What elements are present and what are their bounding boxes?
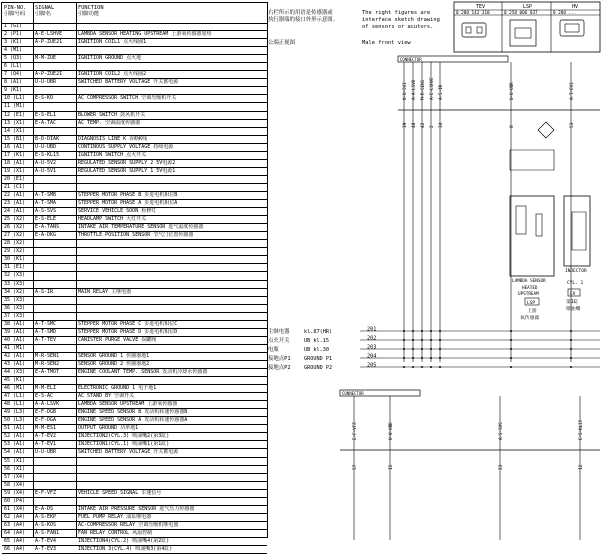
pin-function: ENGINE COOLANT TEMP. SENSOR 发动机冷却水传感器 (78, 369, 208, 376)
injector-cn-2: 喷油嘴 (566, 307, 581, 312)
top-wires (402, 62, 575, 362)
pin-signal: E-A-TAC (35, 119, 57, 126)
pin-function: CONTINOUS SUPPLY VOLTAGE 持续电源 (78, 143, 174, 150)
pin-number: 6 (L1) (4, 63, 23, 70)
pin-signal: A-U-5V1 (35, 167, 57, 174)
injector-cn-1: 第1缸 (566, 300, 579, 305)
pin-signal: E-S-KL15 (35, 151, 60, 158)
pin-number: 7 (Q4) (4, 71, 23, 78)
pin-number: 10 (L1) (4, 95, 26, 102)
bottom-pin-number: 15 (389, 464, 394, 470)
pin-number: 4 (M1) (4, 47, 23, 54)
top-pin-number: 8 (510, 125, 515, 128)
pin-signal: E-F-VFZ (35, 489, 57, 496)
top-pin-number: 34 (439, 122, 444, 128)
pin-function: INTAKE AIR TEMPERATURE SENSOR 进气温度传感器 (78, 224, 204, 231)
pin-signal: A-T-EV4 (35, 538, 57, 544)
pin-number: 3 (K1) (4, 39, 23, 46)
pin-number: 45 (K1) (4, 377, 26, 384)
pin-function: INJECTION2(CYL.3) 喷油嘴2(第3缸) (78, 433, 170, 440)
bottom-connector (340, 390, 600, 450)
top-signal-label: A-T-EV1 (569, 82, 574, 100)
pin-function: STEPPER MOTOR PHASE D 步进电机相位D (78, 328, 178, 335)
lambda-sensor-block (510, 150, 564, 321)
pin-function: SERVICE VEHICLE SOON 检修灯 (78, 208, 157, 215)
pin-signal: E-A-TMOT (35, 369, 60, 376)
pin-number: 32 (X3) (4, 272, 26, 279)
pin-number: 65 (A4) (4, 538, 26, 544)
pin-function: MAIN RELAY 主继电器 (78, 288, 132, 295)
warning-diamond-icon (538, 122, 554, 138)
pin-function: HEADLAMP SWITCH 大灯开关 (78, 216, 147, 223)
pin-number: 37 (X3) (4, 312, 26, 319)
bottom-signal-label: U-U-UBD (388, 422, 393, 440)
male-view-label-en: Male front view (362, 40, 411, 46)
pin-signal: E-A-DKG (35, 232, 57, 239)
top-pin-number: 48 (412, 122, 417, 128)
pin-number: 20 (E1) (4, 175, 26, 182)
top-signal-label: A-A-LSVK (411, 79, 416, 100)
pin-signal: A-S-SVS (35, 208, 57, 215)
pin-function: INJECTION4(CYL.2) 喷油嘴4(第2缸) (78, 538, 170, 544)
pin-signal: U-U-UBR (35, 79, 57, 86)
pin-signal: U-U-UBD (35, 143, 57, 150)
pin-signal: A-T-EV3 (35, 546, 57, 553)
pin-number: 38 (A1) (4, 320, 26, 327)
bottom-pin-number: 57 (353, 464, 358, 470)
pin-function: IGNITION GROUND 点火地 (78, 55, 142, 62)
pin-function: AC COMPRESSOR SWITCH 空调压缩机开关 (78, 95, 177, 102)
connector-hv-part: 0 280 ... (553, 11, 577, 16)
pin-number: 13 (X1) (4, 119, 26, 126)
pin-number: 29 (X2) (4, 248, 26, 255)
pin-number: 64 (A4) (4, 529, 26, 536)
lambda-line-1: LAMBDA SENSOR (512, 279, 546, 284)
pin-number: 21 (C1) (4, 183, 26, 190)
male-view-label: 公端正视图 (268, 40, 295, 46)
pin-function: VEHICLE SPEED SIGNAL 车速信号 (78, 489, 162, 496)
pin-number: 50 (L3) (4, 417, 26, 424)
pin-number: 51 (A1) (4, 425, 26, 432)
connector-lsp-name: LSP (523, 4, 533, 10)
lsp-plug-icon (510, 20, 536, 46)
top-pin-number: 19 (403, 122, 408, 128)
pin-signal: A-A-LSVK (35, 401, 60, 408)
lambda-tag: LSP (527, 301, 536, 306)
pin-function: AC STAND BY 空调开关 (78, 393, 135, 400)
pin-row (2, 546, 267, 554)
pin-number: 33 (X3) (4, 280, 26, 287)
top-pin-number: 42 (421, 122, 426, 128)
pin-number: 19 (X1) (4, 167, 26, 174)
pin-signal: A-T-SMB (35, 191, 57, 198)
power-line-cn: 电瓶 (268, 347, 279, 353)
signal-header: SIGNAL 引脚名 (35, 5, 55, 17)
connector-lsp-part: 0 258 006 037 (504, 11, 538, 16)
pin-number: 8 (A1) (4, 79, 23, 86)
pin-number: 60 (P4) (4, 497, 26, 504)
pin-number: 40 (A1) (4, 336, 26, 343)
pin-number: 11 (M1) (4, 103, 26, 110)
pin-number: 56 (X1) (4, 465, 26, 472)
pin-number: 48 (L1) (4, 401, 26, 408)
pin-number: 16 (A1) (4, 143, 26, 150)
power-line-cn: 接地点P2 (268, 365, 291, 371)
pin-header: PIN-NO. 引脚号码 (4, 5, 27, 17)
pin-function: DIAGNOSIS LINE K 诊断K线 (78, 135, 148, 142)
pin-number: 24 (A1) (4, 208, 26, 215)
pin-number: 43 (A1) (4, 360, 26, 367)
pin-signal: A-T-EV1 (35, 441, 57, 448)
pin-signal: A-T-SMD (35, 328, 57, 335)
pin-number: 17 (K1) (4, 151, 26, 158)
pin-function: IGNITION COIL2 点火线圈2 (78, 71, 147, 78)
pin-number: 18 (A1) (4, 159, 26, 166)
bottom-signal-label: A-S-SVS (498, 422, 503, 440)
pin-signal: E-A-DS (35, 505, 54, 512)
power-line-terminal: kl.87(HR) (304, 329, 333, 335)
power-line-cn: 接地点P1 (268, 356, 291, 362)
top-pin-number: 2 (430, 125, 435, 128)
pin-signal: E-S-EL1 (35, 111, 57, 118)
top-signal-label: A-S-IR (438, 84, 443, 100)
pin-function: SWITCHED BATTERY VOLTAGE 开关蓄电源 (78, 449, 179, 456)
pin-signal: M-R-SEN2 (35, 360, 60, 367)
pin-number: 66 (A4) (4, 546, 26, 553)
power-line-number: 202 (367, 335, 377, 342)
connector-legend (454, 2, 600, 52)
pin-function: FUEL PUMP RELAY 油泵继电器 (78, 513, 152, 520)
pin-signal: A-P-ZUE21 (35, 39, 63, 46)
lambda-heated: HEATED (522, 286, 538, 291)
connector-tev-name: TEV (476, 4, 486, 10)
power-line-cn: 主继电器 (268, 329, 290, 335)
note-chinese: 右栏所示的用语是传感器或 执行器端的接口外形示意图。 (268, 10, 339, 24)
pin-function: REGULATED SENSOR SUPPLY 2 5V电源2 (78, 159, 176, 166)
pin-function: THROTTLE POSITION SENSOR 节气门位置传感器 (78, 232, 194, 239)
pin-signal: E-F-DGB (35, 409, 57, 416)
power-line-number: 205 (367, 362, 377, 369)
lambda-upstream: UPSTREAM (518, 292, 539, 297)
pin-number: 47 (L1) (4, 393, 26, 400)
top-pin-number: 53 (570, 122, 575, 128)
pin-signal: A-P-ZUE2I (35, 71, 63, 78)
pin-number: 61 (X4) (4, 505, 26, 512)
pin-function: AC TEMP. 空调温度传感器 (78, 119, 141, 126)
bottom-pin-number: 23 (499, 464, 504, 470)
pin-signal: E-A-TANS (35, 224, 60, 231)
pin-number: 30 (K1) (4, 256, 26, 263)
pin-function: STEPPER MOTOR PHASE A 步进电机相位A (78, 200, 178, 207)
pin-number: 15 (B1) (4, 135, 26, 142)
pin-number: 5 (Q3) (4, 55, 23, 62)
connector-tev-part: 0 280 142 310 (456, 11, 490, 16)
pin-function: LAMBDA SENSOR UPSTREAM 上游氧传感器 (78, 401, 178, 408)
pin-number: 34 (X2) (4, 288, 26, 295)
pin-function: ELECTRONIC GROUND 1 电子地1 (78, 385, 157, 392)
pin-function: STEPPER MOTOR PHASE C 步进电机相位C (78, 320, 178, 327)
pin-number: 28 (X2) (4, 240, 26, 247)
pin-number: 27 (X2) (4, 232, 26, 239)
pin-number: 41 (M1) (4, 344, 26, 351)
power-line-terminal: UB kl.30 (304, 347, 329, 353)
pin-number: 9 (K1) (4, 87, 23, 94)
power-line-terminal: GROUND P2 (304, 365, 333, 371)
power-line-terminal: GROUND P1 (304, 356, 333, 362)
pin-signal: A-S-EKP (35, 513, 57, 520)
pin-signal: A-T-SMC (35, 320, 57, 327)
pin-function: FAN RELAY CONTROL 风扇控制 (78, 529, 153, 536)
function-header: FUNCTION 引脚功能 (78, 5, 104, 17)
tev-plug-icon (462, 23, 486, 37)
pin-number: 42 (A1) (4, 352, 26, 359)
power-line-terminal: UB kl.15 (304, 338, 329, 344)
pin-number: 46 (M1) (4, 385, 26, 392)
injector-cyl: CYL. 1 (567, 281, 584, 286)
pin-number: 22 (A1) (4, 191, 26, 198)
pin-function: SENSOR GROUND 1 传感器地1 (78, 352, 150, 359)
bottom-pin-number: 12 (579, 464, 584, 470)
power-line-number: 204 (367, 353, 377, 360)
pin-signal: A-U-5V2 (35, 159, 57, 166)
pin-number: 55 (X1) (4, 457, 26, 464)
pin-signal: A-S-FAN1 (35, 529, 60, 536)
pin-function: INJECTION1(CYL.1) 喷油嘴1(第1缸) (78, 441, 170, 448)
pin-number: 26 (X2) (4, 224, 26, 231)
pin-signal: A-T-EV2 (35, 433, 57, 440)
power-line-number: 201 (367, 326, 377, 333)
pin-number: 39 (A1) (4, 328, 26, 335)
pin-function: REGULATED SENSOR SUPPLY 1 5V电源1 (78, 167, 176, 174)
pin-number: 63 (A4) (4, 521, 26, 528)
pin-signal: A-T-TEV (35, 336, 57, 343)
bottom-signal-label: E-S-KL15 (578, 419, 583, 440)
pin-function: STEPPER MOTOR PHASE B 步进电机相位B (78, 191, 178, 198)
injector-label: INJECTOR (565, 269, 587, 274)
bottom-connector-label: CONNECTOR (342, 391, 364, 396)
power-bus (268, 327, 600, 372)
injector-tag: EV (570, 292, 576, 297)
pin-number: 59 (X4) (4, 489, 26, 496)
pin-number: 44 (X3) (4, 369, 26, 376)
pin-signal: E-S-AC (35, 393, 54, 400)
note-english: The right figures are interface sketch drawing of sensors or acutors. (362, 10, 440, 31)
pin-function: ENGINE SPEED SENSOR B 发动机转速传感器B (78, 409, 188, 416)
pin-signal: M-R-SEN1 (35, 352, 60, 359)
lambda-cn-2: 氧传感器 (520, 316, 540, 321)
pin-number: 31 (E1) (4, 264, 26, 271)
pin-number: 58 (X4) (4, 481, 26, 488)
top-signal-label: U-U-5V1 (402, 82, 407, 100)
pin-function: OUTPUT GROUND 功率地1 (78, 425, 139, 432)
pin-number: 1 (G1) (4, 23, 23, 29)
pin-signal: E-S-KO (35, 95, 54, 102)
pin-function: IGNITION COIL1 点火线圈1 (78, 39, 147, 46)
pin-signal: A-S-IR (35, 288, 54, 295)
pin-number: 36 (X3) (4, 304, 26, 311)
pin-signal: A-S-KOS (35, 521, 57, 528)
top-signal-label: M-R-SEN1 (420, 79, 425, 100)
pin-number: 54 (A1) (4, 449, 26, 456)
hv-plug-icon (560, 20, 584, 36)
pin-signal: M-M-ELI (35, 385, 57, 392)
pin-function: CANISTER PURGE VALVE 炭罐阀 (78, 336, 157, 343)
pin-number: 49 (L3) (4, 409, 26, 416)
lambda-cn-1: 上游 (527, 309, 537, 314)
pin-signal: B-D-DIAK (35, 135, 60, 142)
pin-number: 12 (E1) (4, 111, 26, 118)
pin-function: SENSOR GROUND 2 传感器地2 (78, 360, 150, 367)
pin-function: ENGINE SPEED SENSOR A 发动机转速传感器A (78, 417, 188, 424)
pin-signal: U-U-UBR (35, 449, 57, 456)
pin-signal: E-F-DGA (35, 417, 57, 424)
bottom-signal-label: E-F-VFZ (352, 422, 357, 440)
pin-function: LAMBDA SENSOR HEATING UPSTREAM 上游氧传感器加热 (78, 31, 212, 38)
connector-hv-name: HV (572, 4, 579, 10)
top-signal-label: A-E-LSHVE (429, 77, 434, 100)
pin-number: 35 (X3) (4, 296, 26, 303)
pin-signal: E-S-ELE (35, 216, 57, 223)
pin-number: 25 (X2) (4, 216, 26, 223)
pin-signal: A-E-LSHVE (35, 31, 63, 38)
pin-number: 57 (X4) (4, 473, 26, 480)
pin-number: 23 (A1) (4, 200, 26, 207)
pin-function: INTAKE AIR PRESSURE SENSOR 进气压力传感器 (78, 505, 195, 512)
lambda-sensor-label (511, 278, 564, 284)
top-connector-label: CONNECTOR (400, 57, 422, 62)
pin-function: BLOWER SWITCH 鼓风机开关 (78, 111, 146, 118)
pin-number: 53 (A1) (4, 441, 26, 448)
pin-signal: A-T-SMA (35, 200, 57, 207)
injector-block (564, 196, 590, 312)
pin-number: 14 (X1) (4, 127, 26, 134)
bottom-wires (352, 396, 584, 540)
pin-function: INJECTION 3(CYL.4) 喷油嘴3(第4缸) (78, 546, 173, 553)
power-line-number: 203 (367, 344, 377, 351)
pin-function: AC-COMPRESSOR RELAY 空调压缩机继电器 (78, 521, 179, 528)
pin-signal: M-M-ES1 (35, 425, 57, 432)
power-line-cn: 点火开关 (268, 338, 290, 344)
pin-function: IGNITION SWITCH 点火开关 (78, 151, 147, 158)
pin-number: 52 (A1) (4, 433, 26, 440)
pin-signal: M-M-ZUE (35, 55, 57, 62)
pin-function: SWITCHED BATTERY VOLTAGE 开关蓄电源 (78, 79, 179, 86)
top-signal-label: U-U-UBR (509, 82, 514, 100)
pin-number: 62 (A4) (4, 513, 26, 520)
pin-number: 2 (P1) (4, 31, 23, 38)
